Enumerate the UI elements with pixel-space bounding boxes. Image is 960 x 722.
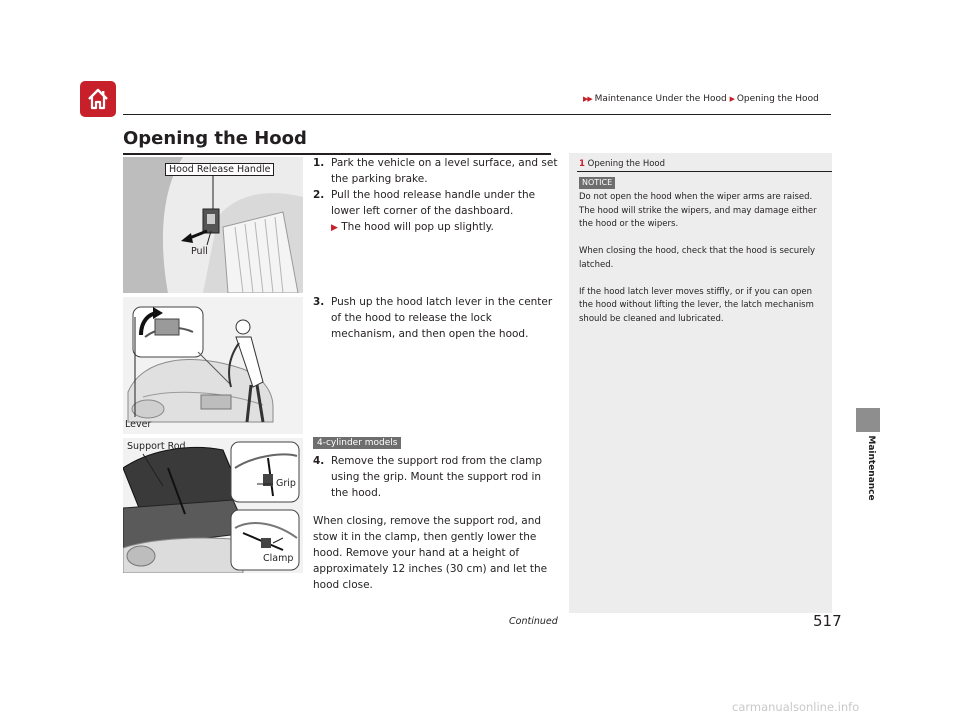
hood-release-figure	[123, 157, 303, 293]
sidebar-rule	[577, 171, 832, 172]
step-2-result-text: The hood will pop up slightly.	[341, 221, 494, 233]
page-title: Opening the Hood	[123, 128, 307, 149]
grip-label: Grip	[276, 478, 296, 489]
notice-badge: NOTICE	[579, 177, 615, 189]
support-rod-label: Support Rod	[127, 441, 186, 452]
step-3	[313, 294, 558, 342]
result-arrow-icon: ▶	[331, 223, 338, 233]
watermark: carmanualsonline.info	[732, 700, 860, 714]
step-number: 4.	[313, 455, 325, 467]
step-number: 1.	[313, 157, 325, 169]
support-rod-figure	[123, 438, 303, 573]
hood-latch-illustration	[123, 297, 303, 434]
steps-group-2	[313, 294, 558, 342]
step-2	[313, 187, 558, 219]
header-rule	[123, 114, 831, 115]
pull-label: Pull	[191, 246, 208, 257]
steps-group-3	[313, 434, 558, 593]
step-2-result	[313, 219, 558, 236]
breadcrumb	[583, 94, 819, 104]
step-number: 3.	[313, 296, 325, 308]
hood-release-illustration	[123, 157, 303, 293]
note-icon: 1	[579, 159, 585, 169]
step-text: Remove the support rod from the clamp using the grip. Mount the support rod in the hood.	[331, 455, 543, 499]
info-sidebar	[569, 153, 832, 613]
step-text: Park the vehicle on a level surface, and set the parking brake.	[331, 157, 558, 185]
steps-group-1	[313, 155, 558, 236]
step-text: Push up the hood latch lever in the center of the hood to release the lock mechanism, and then open the hood.	[331, 296, 553, 340]
sidebar-paragraph: If the hood latch lever moves stiffly, or if you can open the hood without lifting the lever, the latch mechanism should be cleaned and lubricated.	[579, 286, 814, 324]
breadcrumb-arrow-icon: ▶▶	[583, 95, 592, 103]
sidebar-paragraph: When closing the hood, check that the hood is securely latched.	[579, 246, 816, 270]
continued-label: Continued	[509, 616, 558, 627]
step-4	[313, 453, 558, 501]
closing-instructions: When closing, remove the support rod, and stow it in the clamp, then gently lower the hood. Remove your hand at a height of approximately 12 inches (30 cm) and let the hood close.	[313, 515, 548, 591]
model-badge: 4-cylinder models	[313, 437, 401, 449]
step-1	[313, 155, 558, 187]
section-tab-label: Maintenance	[866, 435, 876, 501]
page-number: 517	[813, 612, 842, 630]
sidebar-paragraph: Do not open the hood when the wiper arms are raised. The hood will strike the wipers, and may damage either the hood or the wipers.	[579, 192, 817, 229]
home-icon	[85, 86, 111, 112]
breadcrumb-arrow-icon: ▶	[729, 95, 734, 103]
hood-latch-figure	[123, 297, 303, 434]
sidebar-title-text: Opening the Hood	[587, 159, 666, 169]
section-tab[interactable]	[856, 408, 880, 432]
sidebar-title	[579, 159, 665, 169]
hood-release-handle-label: Hood Release Handle	[165, 163, 274, 176]
step-text: Pull the hood release handle under the lower left corner of the dashboard.	[331, 189, 536, 217]
breadcrumb-section[interactable]: Maintenance Under the Hood	[594, 94, 727, 104]
breadcrumb-page[interactable]: Opening the Hood	[736, 94, 819, 104]
sidebar-text	[579, 191, 824, 340]
lever-label: Lever	[125, 419, 152, 430]
step-number: 2.	[313, 189, 325, 201]
home-button[interactable]	[80, 81, 116, 117]
clamp-label: Clamp	[263, 553, 294, 564]
